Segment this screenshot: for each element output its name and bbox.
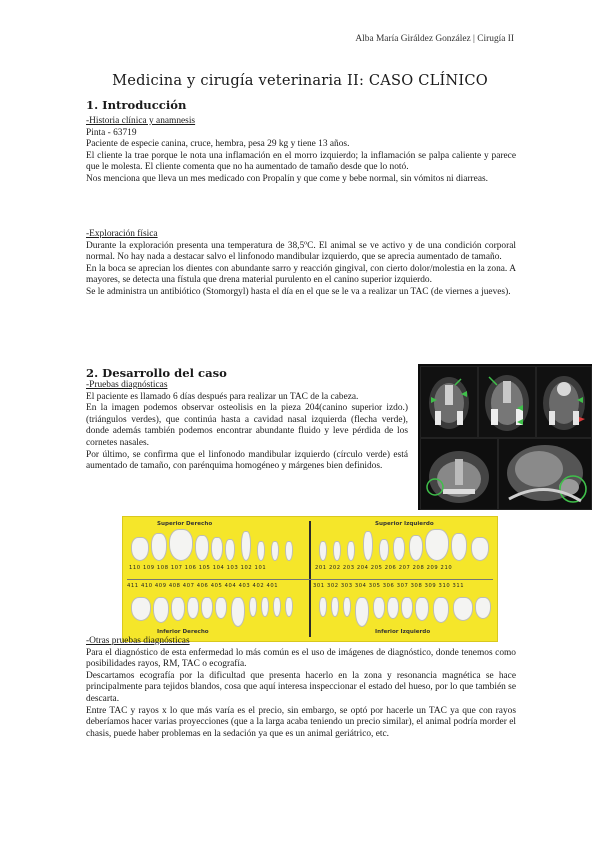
tests-paragraph: En la imagen podemos observar osteolisis en la pieza 204(canino superior izdo.) (triángulos verdes), que continúa hasta a cavidad nasal izquierda (flecha verde), donde además también podemos encontrar abundante fluido y leve pérdida de los cornetes nasales.: [86, 403, 408, 448]
label-lower-left: Inferior Izquierdo: [375, 629, 431, 635]
ct-slice-graphic: [479, 367, 535, 437]
tests-paragraph: Por último, se confirma que el linfonodo mandibular izquierdo (círculo verde) está aumentado de tamaño, con parénquima homogéneo y márgenes bien definidos.: [86, 449, 408, 472]
label-upper-right: Superior Derecho: [157, 521, 213, 527]
tooth-illustration: [333, 541, 341, 561]
exam-paragraph: Durante la exploración presenta una temperatura de 38,5ºC. El animal se ve activo y de una condición corporal normal. No hay nada a destacar salvo el linfonodo mandibular izquierdo, que se aprecia aumentado de tamaño.: [86, 240, 516, 263]
tooth-illustration: [475, 597, 491, 619]
ct-slice-panel: [478, 366, 536, 438]
other-tests-paragraph: Entre TAC y rayos x lo que más varía es el precio, sin embargo, se optó por hacerle un TAC ya que con rayos deberíamos hacer varias proyecciones (que a la larga acaba teniendo un precio similar), el animal podría morder el chasis, puede haber problemas en la sedación ya que es un animal geriátrico, etc.: [86, 705, 516, 739]
history-paragraph: El cliente la trae porque le nota una inflamación en el morro izquierdo; la inflamación se palpa caliente y parece que le molesta. El cliente comenta que no ha aumentado de tamaño desde que lo notó.: [86, 150, 516, 173]
exam-block: [86, 229, 516, 299]
tests-paragraph: El paciente es llamado 6 días después para realizar un TAC de la cabeza.: [86, 391, 359, 402]
tooth-illustration: [415, 597, 429, 621]
history-paragraph: Paciente de especie canina, cruce, hembra, pesa 29 kg y tiene 13 años.: [86, 139, 350, 150]
tooth-illustration: [187, 597, 199, 619]
tooth-illustration: [171, 597, 185, 621]
ct-slice-panel: [420, 366, 478, 438]
tooth-illustration: [319, 597, 327, 617]
tooth-illustration: [215, 597, 227, 619]
tooth-numbers-upper-left: 201 202 203 204 205 206 207 208 209 210: [315, 565, 453, 571]
tooth-illustration: [433, 597, 449, 623]
ct-slice-panel: [536, 366, 592, 438]
tooth-illustration: [451, 533, 467, 561]
exam-paragraph: En la boca se aprecian los dientes con abundante sarro y reacción gingival, con cierto dolor/molestia en la zona. A mayores, se detecta una fístula que drena material purulento en el canino superior izquierdo.: [86, 263, 516, 286]
exam-paragraph: Se le administra un antibiótico (Stomorgyl) hasta el día en el que se le va a realizar un TAC (de viernes a jueves).: [86, 286, 511, 297]
section-heading-introduccion: 1. Introducción: [86, 98, 187, 112]
dental-chart: [122, 516, 498, 642]
history-paragraph: Pinta - 63719: [86, 127, 137, 138]
tooth-illustration: [241, 531, 251, 561]
tooth-illustration: [379, 539, 389, 561]
document-title: Medicina y cirugía veterinaria II: CASO CLÍNICO: [112, 72, 488, 89]
tooth-numbers-lower-right: 411 410 409 408 407 406 405 404 403 402 401: [127, 583, 279, 589]
tooth-illustration: [273, 597, 281, 617]
other-tests-paragraph: Para el diagnóstico de esta enfermedad lo más común es el uso de imágenes de diagnóstico, donde tenemos como posibilidades rayos, RM, TAC o ecografía.: [86, 647, 516, 670]
tooth-illustration: [211, 537, 223, 561]
tooth-illustration: [363, 531, 373, 561]
ct-slice-graphic: [499, 439, 591, 509]
tooth-illustration: [453, 597, 473, 621]
chart-midline: [127, 579, 493, 580]
ct-slice-graphic: [421, 439, 497, 509]
other-tests-block: [86, 636, 516, 740]
tooth-illustration: [131, 597, 151, 621]
tooth-illustration: [343, 597, 351, 617]
tooth-illustration: [285, 597, 293, 617]
tooth-illustration: [195, 535, 209, 561]
label-upper-left: Superior Izquierdo: [375, 521, 434, 527]
tooth-illustration: [387, 597, 399, 619]
tooth-illustration: [471, 537, 489, 561]
tooth-illustration: [319, 541, 327, 561]
tooth-illustration: [331, 597, 339, 617]
ct-slice-graphic: [537, 367, 591, 437]
tooth-illustration: [373, 597, 385, 619]
running-head: Alba María Giráldez González | Cirugía II: [355, 34, 514, 44]
ct-slice-panel: [420, 438, 498, 510]
tooth-illustration: [257, 541, 265, 561]
tooth-illustration: [225, 539, 235, 561]
ct-slice-panel: [498, 438, 592, 510]
tooth-illustration: [169, 529, 193, 561]
tooth-illustration: [425, 529, 449, 561]
tooth-illustration: [231, 597, 245, 627]
subheading-history: -Historia clínica y anamnesis: [86, 116, 196, 126]
tooth-numbers-lower-left: 301 302 303 304 305 306 307 308 309 310 311: [313, 583, 465, 589]
ct-slice-graphic: [421, 367, 477, 437]
tests-block: [86, 380, 408, 473]
ct-scan-image: [418, 364, 592, 510]
tooth-illustration: [401, 597, 413, 619]
tooth-illustration: [151, 533, 167, 561]
tooth-illustration: [355, 597, 369, 627]
tooth-illustration: [271, 541, 279, 561]
tooth-illustration: [249, 597, 257, 617]
tooth-illustration: [261, 597, 269, 617]
label-lower-right: Inferior Derecho: [157, 629, 209, 635]
tooth-illustration: [131, 537, 149, 561]
tooth-illustration: [409, 535, 423, 561]
history-block: [86, 116, 516, 186]
tooth-illustration: [201, 597, 213, 619]
tooth-illustration: [153, 597, 169, 623]
tooth-numbers-upper-right: 110 109 108 107 106 105 104 103 102 101: [129, 565, 267, 571]
section-heading-desarrollo: 2. Desarrollo del caso: [86, 366, 227, 380]
tooth-illustration: [347, 541, 355, 561]
tooth-illustration: [285, 541, 293, 561]
tooth-illustration: [393, 537, 405, 561]
history-paragraph: Nos menciona que lleva un mes medicado con Propalín y que come y bebe normal, sin vómitos ni diarreas.: [86, 173, 488, 184]
subheading-exam: -Exploración física: [86, 229, 158, 239]
subheading-tests: -Pruebas diagnósticas: [86, 380, 168, 390]
subheading-other-tests: -Otras pruebas diagnósticas: [86, 636, 190, 646]
other-tests-paragraph: Descartamos ecografía por la dificultad que presenta hacerlo en la zona y resonancia magnética se hace principalmente para tejidos blandos, cosa que aquí interesa inspeccionar el estado del hueso, por lo que también se descarta.: [86, 670, 516, 704]
